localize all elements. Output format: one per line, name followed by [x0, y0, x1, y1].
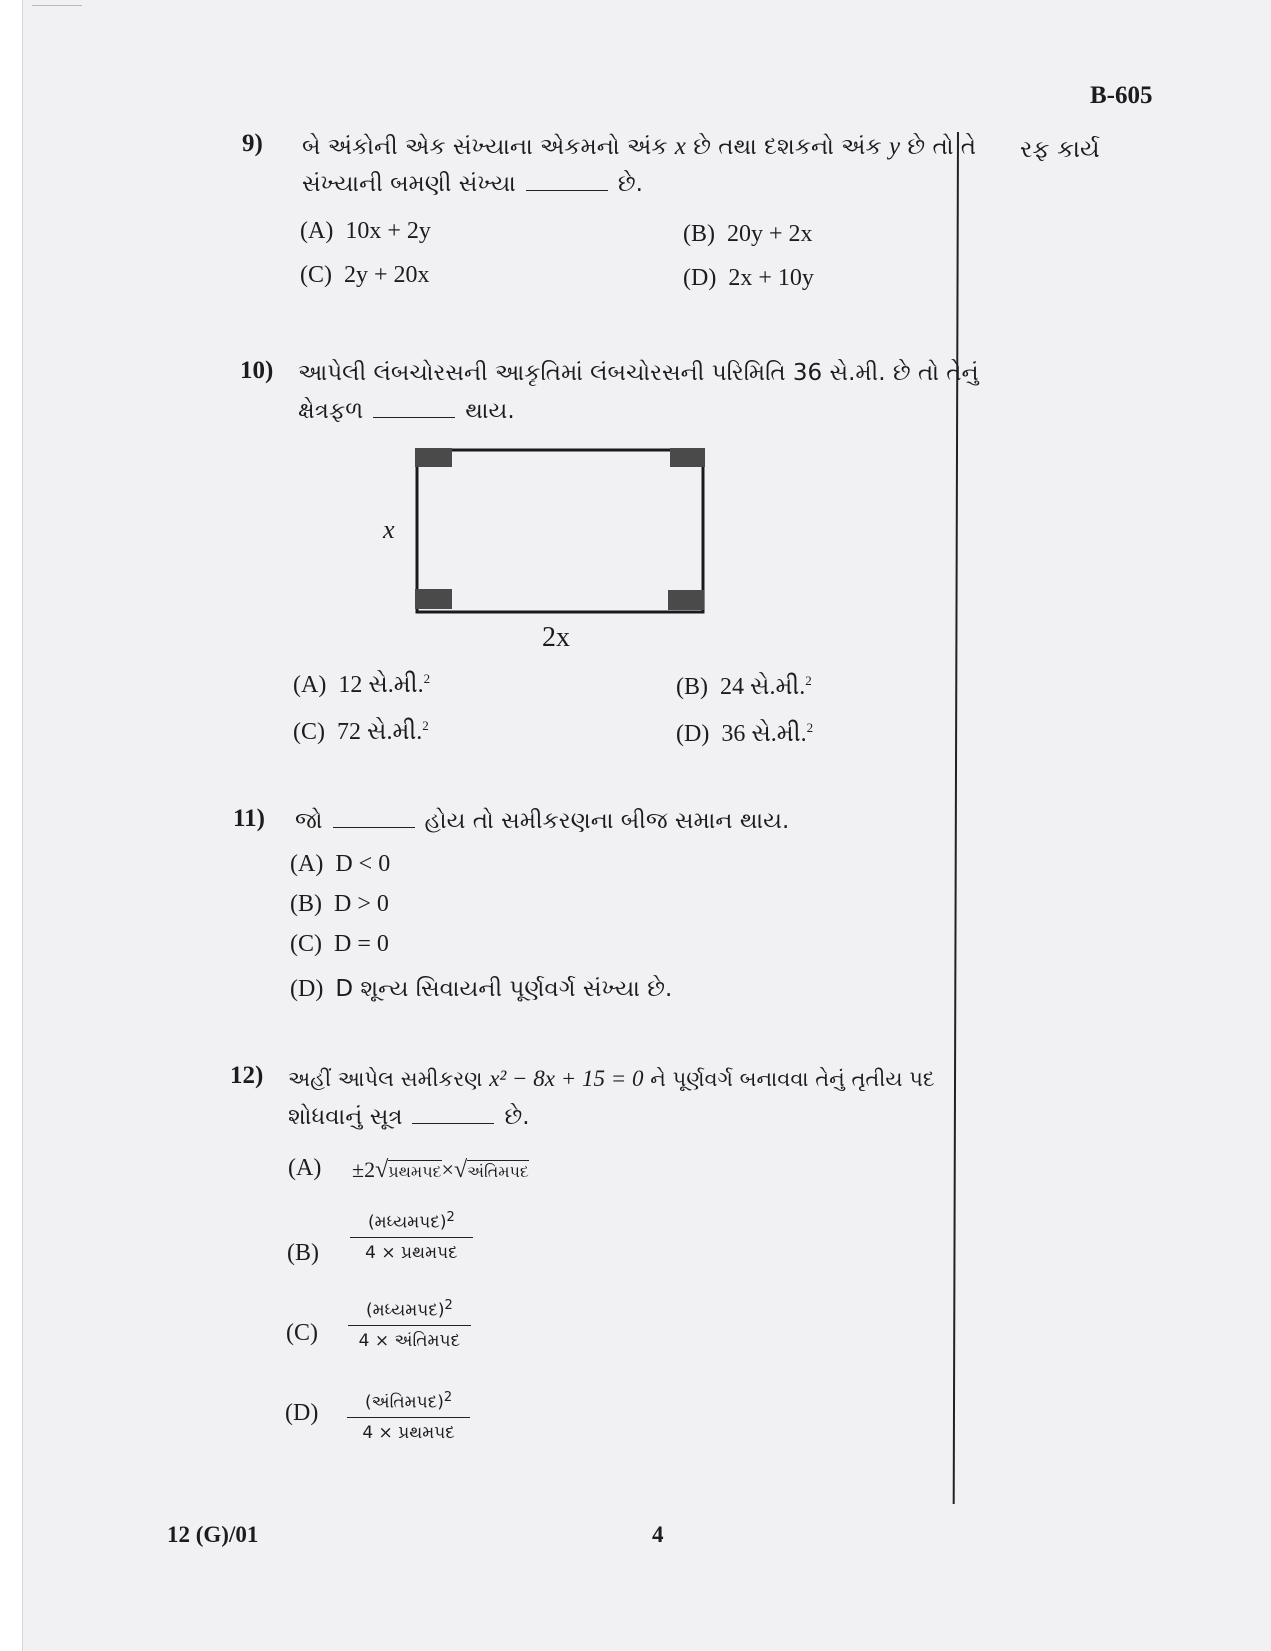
question-number: 12) — [230, 1062, 264, 1089]
option-c: (C) — [286, 1320, 318, 1346]
question-text-line-2: શોધવાનું સૂત્ર છે. — [288, 1104, 530, 1130]
page-edge — [0, 0, 22, 1651]
corner-mark — [670, 448, 705, 467]
option-d: (D) 36 સે.મી.$^2$ — [676, 720, 814, 747]
answer-blank — [412, 1122, 494, 1124]
option-c: (C) 72 સે.મી.$^2$ — [293, 718, 429, 745]
option-d: (D) 2x + 10y — [683, 265, 814, 291]
sqrt-icon: √ — [453, 1157, 468, 1183]
question-text-line-2: સંખ્યાની બમણી સંખ્યા છે. — [302, 171, 643, 197]
equation: x² − 8x + 15 = 0 — [489, 1066, 644, 1091]
option-d-fraction: (અંતિમપદ)$^2$ 4 × પ્રથમપદ — [347, 1390, 470, 1443]
question-text-line-1: બે અંકોની એક સંખ્યાના એકમનો અંક x છે તથા દશકનો અંક y છે તો તે — [302, 133, 977, 160]
footer-paper-code: 12 (G)/01 — [167, 1522, 259, 1547]
side-label: x — [383, 515, 395, 544]
question-number: 10) — [240, 357, 274, 384]
option-a: (A) — [288, 1155, 322, 1181]
rectangle-outline — [417, 450, 703, 612]
answer-blank — [373, 416, 455, 418]
option-b: (B) — [287, 1240, 319, 1266]
rough-work-divider — [953, 132, 959, 1504]
option-c-fraction: (મધ્યમપદ)$^2$ 4 × અંતિમપદ — [348, 1298, 471, 1351]
option-c: (C) D = 0 — [290, 931, 389, 957]
option-a: (A) 10x + 2y — [300, 218, 431, 244]
rough-work-label: રફ કાર્ય — [1020, 135, 1100, 163]
bottom-label: 2x — [542, 622, 570, 653]
rectangle-figure — [370, 438, 720, 658]
option-d: (D) — [285, 1400, 319, 1426]
question-text-line-1: અહીં આપેલ સમીકરણ x² − 8x + 15 = 0 ને પૂર્ણવર્ગ બનાવવા તેનું તૃતીય પદ — [288, 1066, 935, 1091]
option-b: (B) 24 સે.મી.$^2$ — [676, 673, 812, 700]
corner-mark — [415, 448, 452, 467]
option-a: (A) D < 0 — [290, 851, 391, 877]
sqrt-icon: √ — [375, 1157, 389, 1183]
answer-blank — [526, 189, 608, 191]
paper-code: B-605 — [1090, 82, 1153, 109]
corner-mark — [668, 590, 704, 610]
question-text: જો હોય તો સમીકરણના બીજ સમાન થાય. — [295, 808, 790, 834]
question-text-line-1: આપેલી લંબચોરસની આકૃતિમાં લંબચોરસની પરિમિતિ 36 સે.મી. છે તો તેનું — [298, 360, 979, 386]
answer-blank — [333, 826, 415, 828]
option-a-formula: ±2√પ્રથમપદ×√અંતિમપદ — [352, 1157, 529, 1183]
option-b: (B) D > 0 — [290, 891, 389, 917]
option-b-fraction: (મધ્યમપદ)$^2$ 4 × પ્રથમપદ — [350, 1210, 473, 1263]
corner-mark — [415, 589, 452, 609]
option-a: (A) 12 સે.મી.$^2$ — [293, 671, 431, 698]
option-d: (D) D શૂન્ય સિવાયની પૂર્ણવર્ગ સંખ્યા છે. — [290, 976, 673, 1002]
question-number: 11) — [233, 805, 265, 832]
page-edge-line — [22, 0, 23, 1651]
page-number: 4 — [652, 1522, 664, 1547]
option-c: (C) 2y + 20x — [300, 262, 430, 288]
question-number: 9) — [242, 130, 263, 157]
option-b: (B) 20y + 2x — [683, 221, 813, 247]
question-text-line-2: ક્ષેત્રફળ થાય. — [298, 398, 515, 424]
scan-mark — [32, 5, 82, 6]
